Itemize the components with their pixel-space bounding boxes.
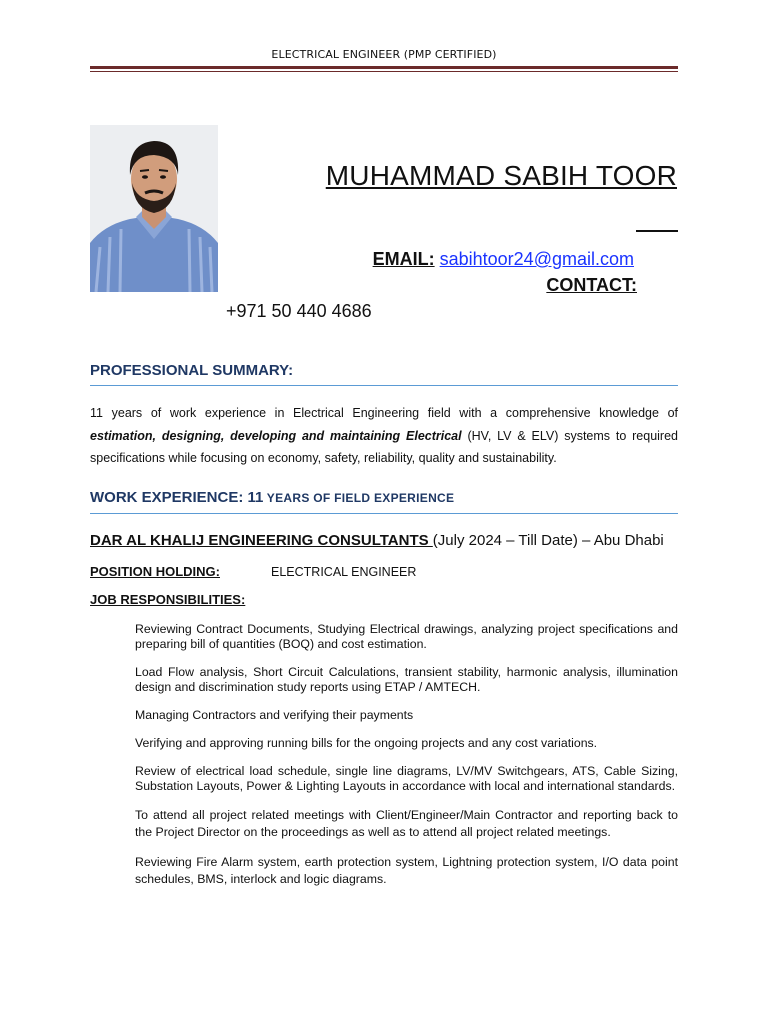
list-item: Managing Contractors and verifying their payments [135, 708, 414, 722]
profile-photo [90, 125, 218, 292]
work-experience-heading [90, 489, 454, 506]
list-item: Reviewing Fire Alarm system, earth protection system, Lightning protection system, I/O data point schedules, BMS, interlock and logic diagrams. [135, 855, 678, 886]
summary-text-emphasis: estimation, designing, developing and maintaining Electrical [90, 428, 462, 443]
summary-text-before: 11 years of work experience in Electrical Engineering field with a comprehensive knowledge of [90, 406, 678, 420]
email-link[interactable]: sabihtoor24@gmail.com [439, 249, 634, 269]
position-label: POSITION HOLDING: [90, 564, 220, 579]
job-responsibilities-label: JOB RESPONSIBILITIES: [90, 592, 246, 607]
professional-summary-text [90, 402, 678, 470]
professional-summary-heading: PROFESSIONAL SUMMARY: [90, 362, 294, 379]
company-line [90, 532, 664, 549]
header-rule-thick [90, 66, 678, 69]
list-item: To attend all project related meetings with Client/Engineer/Main Contractor and reporting back to the Project Director on the proceedings as well as to attend all project related meetings. [135, 808, 678, 839]
experience-rule [90, 513, 678, 514]
company-period: (July 2024 – Till Date) – Abu Dhabi [432, 532, 664, 549]
responsibilities-list [135, 622, 678, 901]
company-name: DAR AL KHALIJ ENGINEERING CONSULTANTS [90, 532, 433, 549]
position-row [90, 564, 416, 579]
summary-text-after: (HV, LV & ELV) systems to required specifications while focusing on economy, safety, reliability, quality and sustainability. [90, 428, 678, 465]
header-rule-thin [90, 71, 678, 72]
email-row [373, 249, 634, 270]
list-item: Reviewing Contract Documents, Studying Electrical drawings, analyzing project specifications and preparing bill of quantities (BOQ) and cost estimation. [135, 622, 678, 651]
contact-label: CONTACT: [546, 275, 637, 295]
phone-number: +971 50 440 4686 [226, 301, 372, 321]
list-item: Verifying and approving running bills for the ongoing projects and any cost variations. [135, 736, 598, 750]
work-experience-heading-sub: YEARS OF FIELD EXPERIENCE [263, 491, 455, 505]
page-header-title: ELECTRICAL ENGINEER (PMP CERTIFIED) [271, 48, 497, 61]
position-value: ELECTRICAL ENGINEER [271, 565, 417, 579]
work-experience-heading-main: WORK EXPERIENCE: 11 [90, 489, 264, 506]
list-item: Load Flow analysis, Short Circuit Calculations, transient stability, harmonic analysis, illumination design and discrimination study reports using ETAP / AMTECH. [135, 665, 678, 694]
name-underline [636, 230, 678, 232]
email-label: EMAIL: [372, 249, 435, 269]
list-item: Review of electrical load schedule, single line diagrams, LV/MV Switchgears, ATS, Cable Sizing, Substation Layouts, Power & Lighting Layouts in accordance with local and international standards. [135, 764, 678, 793]
candidate-name: MUHAMMAD SABIH TOOR [325, 160, 677, 191]
summary-rule [90, 385, 678, 386]
